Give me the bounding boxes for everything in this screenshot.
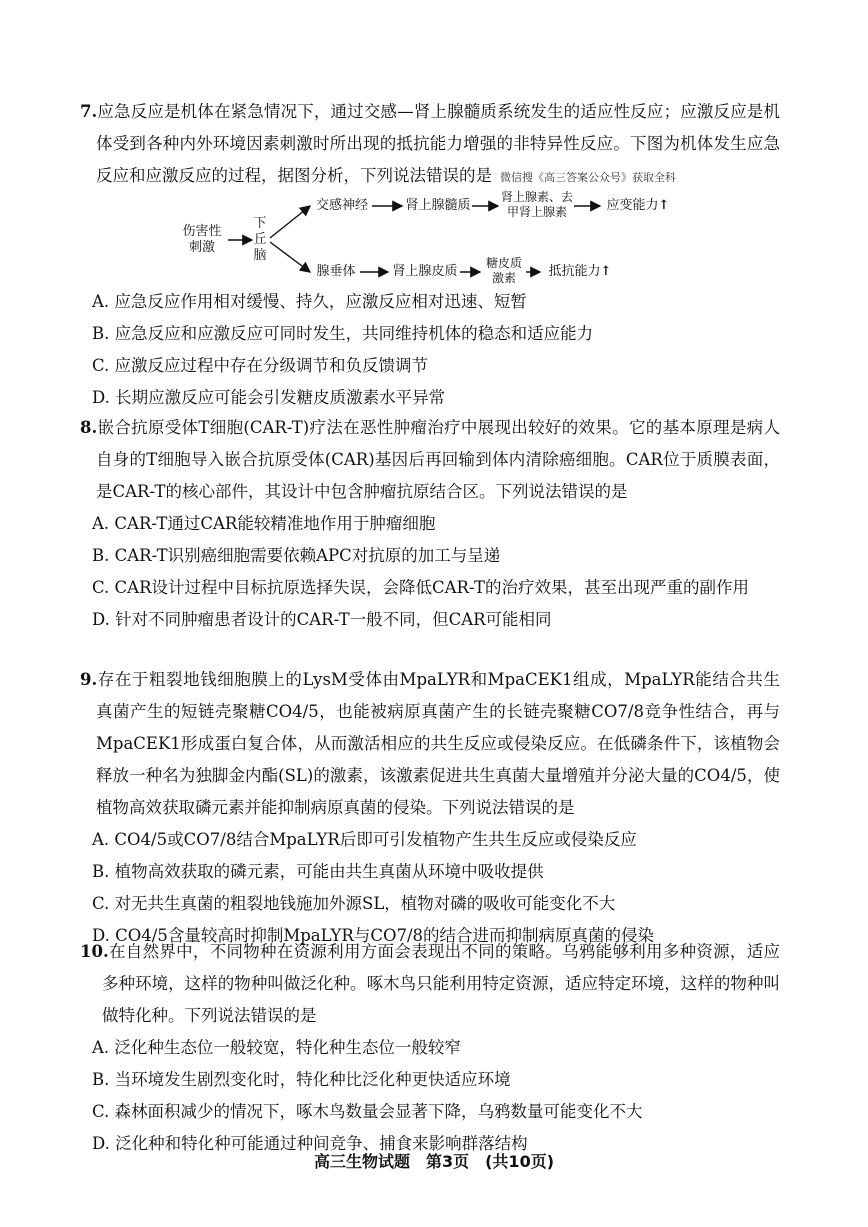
question-7-number: 7. (80, 102, 98, 121)
question-7-option-c[interactable]: C. 应激反应过程中存在分级调节和负反馈调节 (92, 356, 429, 375)
question-8-text: 嵌合抗原受体T细胞(CAR-T)疗法在恶性肿瘤治疗中展现出较好的效果。它的基本原理是病人自身的T细胞导入嵌合抗原受体(CAR)基因后再回输到体内清除癌细胞。CAR位于质膜表面，是CAR-T的核心部件，其设计中包含肿瘤抗原结合区。下列说法错误的是 (96, 418, 780, 501)
node-glucocorticoid: 糖皮质激素 (485, 256, 522, 285)
up-arrow-icon: ↑ (600, 264, 612, 279)
question-8-option-d[interactable]: D. 针对不同肿瘤患者设计的CAR-T一般不同，但CAR可能相同 (92, 610, 552, 629)
question-7-text: 应急反应是机体在紧急情况下，通过交感—肾上腺髓质系统发生的适应性反应；应激反应是机体受到各种内外环境因素刺激时所出现的抵抗能力增强的非特异性反应。下图为机体发生应急反应和应激反应的过程，据图分析，下列说法错误的是 (96, 102, 780, 185)
question-10-stem (80, 936, 780, 1032)
question-10-option-a[interactable]: A. 泛化种生态位一般较宽，特化种生态位一般较窄 (92, 1038, 461, 1057)
question-7-option-d[interactable]: D. 长期应激反应可能会引发糖皮质激素水平异常 (92, 388, 446, 407)
stress-response-diagram (80, 190, 780, 286)
question-10-option-d[interactable]: D. 泛化种和特化种可能通过种间竞争、捕食来影响群落结构 (92, 1134, 528, 1153)
node-hypothalamus: 下丘脑 (253, 216, 267, 263)
question-7-stem (80, 96, 780, 194)
page-footer: 高三生物试题 第3页 (共10页) (313, 1152, 555, 1171)
question-10-text: 在自然界中，不同物种在资源利用方面会表现出不同的策略。乌鸦能够利用多种资源，适应多种环境，这样的物种叫做泛化种。啄木鸟只能利用特定资源，适应特定环境，这样的物种叫做特化种。下列说法错误的是 (102, 942, 780, 1025)
question-8-option-b[interactable]: B. CAR-T识别癌细胞需要依赖APC对抗原的加工与呈递 (92, 546, 501, 565)
question-8-option-c[interactable]: C. CAR设计过程中目标抗原选择失误，会降低CAR-T的治疗效果，甚至出现严重的副作用 (92, 578, 749, 597)
question-7 (80, 96, 780, 194)
node-epinephrine: 肾上腺素、去甲肾上腺素 (500, 190, 573, 219)
question-7-options (80, 286, 780, 414)
node-resistance (542, 264, 618, 280)
question-9-option-d[interactable]: D. CO4/5含量较高时抑制MpaLYR与CO7/8的结合进而抑制病原真菌的侵染 (92, 926, 655, 945)
question-9 (80, 664, 780, 952)
question-10 (80, 936, 780, 1160)
question-9-text: 存在于粗裂地钱细胞膜上的LysM受体由MpaLYR和MpaCEK1组成，MpaLYR能结合共生真菌产生的短链壳聚糖CO4/5，也能被病原真菌产生的长链壳聚糖CO7/8竞争性结合，再与MpaCEK1形成蛋白复合体，从而激活相应的共生反应或侵染反应。在低磷条件下，该植物会释放一种名为独脚金内酯(SL)的激素，该激素促进共生真菌大量增殖并分泌大量的CO4/5，使植物高效获取磷元素并能抑制病原真菌的侵染。下列说法错误的是 (96, 670, 780, 817)
question-8-stem (80, 412, 780, 508)
watermark-text: 微信搜《高三答案公众号》获取全科 (500, 171, 676, 184)
question-10-option-c[interactable]: C. 森林面积减少的情况下，啄木鸟数量会显著下降，乌鸦数量可能变化不大 (92, 1102, 643, 1121)
question-10-number: 10. (80, 942, 109, 961)
question-8 (80, 412, 780, 636)
node-adrenal-cortex: 肾上腺皮质 (392, 264, 458, 279)
node-sympathetic-nerve: 交感神经 (315, 198, 368, 213)
question-9-option-b[interactable]: B. 植物高效获取的磷元素，可能由共生真菌从环境中吸收提供 (92, 862, 544, 881)
up-arrow-icon: ↑ (658, 198, 670, 213)
node-resistance-label: 抵抗能力 (548, 264, 601, 279)
node-adaptability-label: 应变能力 (606, 198, 659, 213)
node-adaptability (602, 198, 674, 214)
node-adrenal-medulla: 肾上腺髓质 (405, 198, 471, 213)
question-9-option-a[interactable]: A. CO4/5或CO7/8结合MpaLYR后即可引发植物产生共生反应或侵染反应 (92, 830, 637, 849)
node-stimulus: 伤害性刺激 (182, 224, 222, 255)
question-7-option-b[interactable]: B. 应急反应和应激反应可同时发生，共同维持机体的稳态和适应能力 (92, 324, 594, 343)
question-8-option-a[interactable]: A. CAR-T通过CAR能较精准地作用于肿瘤细胞 (92, 514, 436, 533)
node-adenohypophysis: 腺垂体 (316, 264, 356, 279)
question-9-option-c[interactable]: C. 对无共生真菌的粗裂地钱施加外源SL，植物对磷的吸收可能变化不大 (92, 894, 616, 913)
question-10-option-b[interactable]: B. 当环境发生剧烈变化时，特化种比泛化种更快适应环境 (92, 1070, 511, 1089)
question-8-number: 8. (80, 418, 98, 437)
question-9-number: 9. (80, 670, 98, 689)
question-7-option-a[interactable]: A. 应急反应作用相对缓慢、持久，应激反应相对迅速、短暂 (92, 292, 527, 311)
question-9-stem (80, 664, 780, 824)
